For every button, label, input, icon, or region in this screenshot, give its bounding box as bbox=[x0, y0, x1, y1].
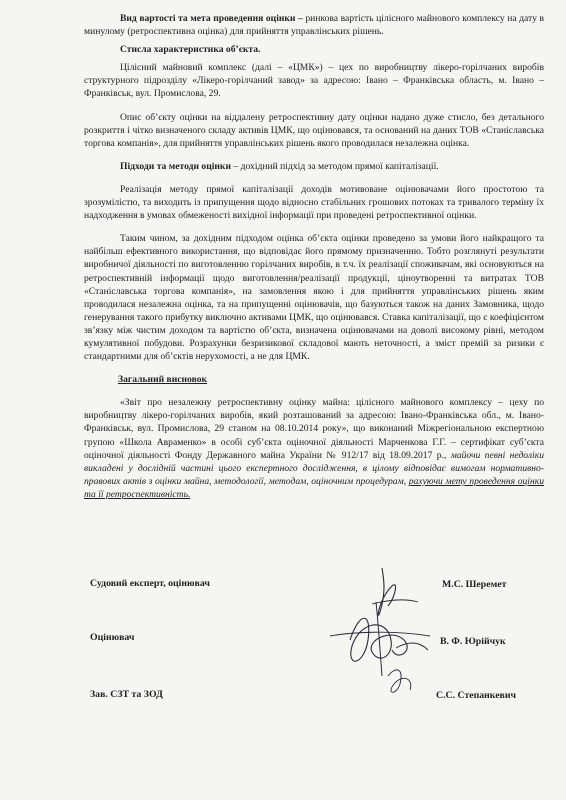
conclusion-text: «Звіт про незалежну ретроспективну оцінку майна: цілісного майнового комплексу – цеху по виробництву лікеро-горілчаних виробів, який розташований за адресою: Івано-Франківська обл., м. Івано-Франківськ, вул. Промислова, 29 станом на 08.10.2014 року», що виконаний Міжрегіональною експертною групою «Школа Авраменко» в особі суб’єкта оціночної діяльності Марченкова Г.Г. – сертифікат суб’єкта оціночної діяльності Фонду Державного майна України № 912/17 від 18.09.2017 р., bbox=[84, 397, 544, 461]
conclusion-italic: майочи певні недоліки викладені у дослідній частині цього експертного дослідження, в цілому відповідає вимогам нормативно-правових актів з оцінки майна, методології, методам, оціночним процедурам, bbox=[84, 449, 544, 487]
paragraph-income-approach: Таким чином, за дохідним підходом оцінка об’єкта оцінки проведено за умови його найкращого та найбільш ефективного використання, що відповідає його прямому призначенню. Тобто розглянуті результати виробничої діяльності по виготовленню горілчаних виробів, в т.ч. їх реалізації споживачам, які основуються на ретроспективній інформації щодо виготовлення/реалізації продукції, ціноутворенні та витратах ТОВ «Станіславська торгова компанія», на замовлення якою і для прийняття управлінських рішень яким проводилася незалежна оцінка, та на припущенні оцінювачів, що базуються також на даних Замовника, щодо генерування такого прибутку виключно активами ЦМК, що оцінювався. Ставка капіталізації, що є коефіцієнтом зв’язку між чистим доходом та вартістю об’єкта, визначена оцінювачами на доволі високому рівні, методом кумулятивної побудови. Розрахунки безризикової складової мають неточності, а зміст премій за ризики є стандартними для об’єктів нерухомості, а не для ЦМК. bbox=[84, 233, 544, 363]
paragraph-object-details: Опис об’єкту оцінки на віддалену ретроспективну дату оцінки надано дуже стисло, без детального розкриття і чітко визначеного складу активів ЦМК, що оцінювався, та оснований на даних ТОВ «Станіславська торгова компанія», для прийняття управлінських рішень якого проводилася незалежна оцінка. bbox=[84, 111, 544, 149]
paragraph-conclusion bbox=[84, 396, 544, 501]
signature-name-stepankevych: С.С. Степанкевич bbox=[436, 690, 517, 701]
approaches-text: – дохідний підхід за методом прямої капіталізації. bbox=[231, 160, 439, 172]
paragraph-object-description: Цілісний майновий комплекс (далі – «ЦМК») – цех по виробництву лікеро-горілчаних виробів структурного підрозділу «Лікеро-горілчаний завод» за адресою: Івано – Франківська область, м. Івано – Франківськ, вул. Промислова, 29. bbox=[84, 62, 544, 100]
signature-role-head: Зав. СЗТ та ЗОД bbox=[90, 689, 163, 700]
paragraph-valuation-purpose bbox=[84, 12, 544, 38]
paragraph-method-reasoning: Реалізація методу прямої капіталізації доходів мотивоване оцінювачами його простотою та зрозумілістю, та виходить із припущення щодо відносно стабільних грошових потоках та тривалого терміну їх надходження в умовах обмеженості вихідної інформації при проведені ретроспективної оцінки. bbox=[84, 183, 544, 222]
signature-name-yuriychuk: В. Ф. Юрійчук bbox=[440, 636, 506, 647]
signature-name-sheremet: М.С. Шеремет bbox=[442, 579, 507, 590]
conclusion-underlined: рахуючи мету проведення оцінки та її ретроспективність. bbox=[84, 475, 544, 500]
valuation-purpose-text: ринкова вартість цілісного майнового комплексу на дату в минулому (ретроспективна оцінка) для прийняття управлінських рішень. bbox=[84, 13, 544, 38]
paragraph-approaches bbox=[84, 160, 544, 173]
approaches-heading: Підходи та методи оцінки bbox=[120, 160, 231, 172]
signature-role-expert: Судовий експерт, оцінювач bbox=[90, 578, 210, 589]
valuation-purpose-heading: Вид вартості та мета проведення оцінки – bbox=[120, 13, 303, 24]
section-heading-conclusion: Загальний висновок bbox=[118, 374, 208, 386]
signature-role-appraiser: Оцінювач bbox=[90, 632, 135, 643]
object-heading-text: Стисла характеристика об’єкта. bbox=[120, 44, 261, 56]
section-heading-object bbox=[84, 43, 544, 56]
